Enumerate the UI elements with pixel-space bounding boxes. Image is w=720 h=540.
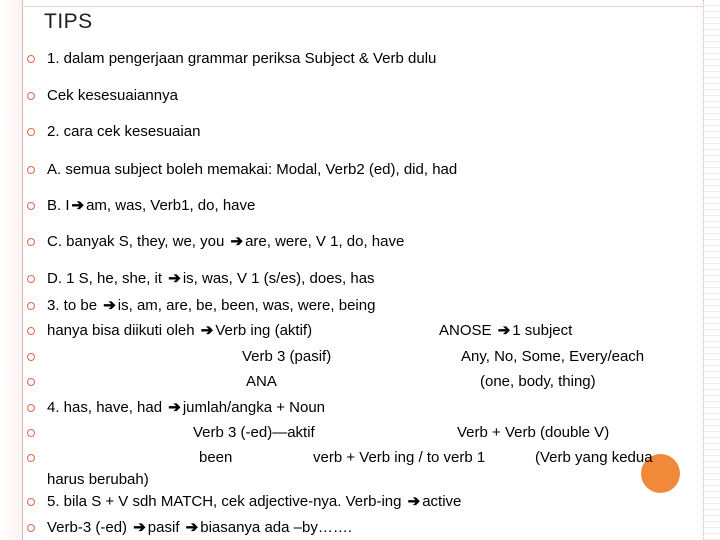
tip-line-17-by: biasanya ada –by…….	[200, 519, 352, 536]
arrow-right-icon: ➔	[103, 297, 116, 314]
anose-subject: 1 subject	[512, 322, 573, 339]
arrow-right-icon: ➔	[168, 399, 181, 416]
arrow-right-icon: ➔	[71, 197, 85, 214]
tip-line-3: 2. cara cek kesesuaian	[47, 123, 201, 140]
tip-line-12-noun: jumlah/angka + Noun	[182, 399, 326, 416]
bullet-icon	[27, 429, 35, 437]
double-verb-forms: verb + Verb ing / to verb 1	[313, 449, 486, 466]
anose-words: Any, No, Some, Every/each	[461, 348, 645, 365]
tip-line-12	[47, 398, 325, 418]
tip-line-5-verbs: am, was, Verb1, do, have	[86, 197, 256, 214]
slide-frame-left	[0, 0, 23, 540]
bullet-icon	[27, 238, 35, 246]
bullet-icon	[27, 327, 35, 335]
tip-line-9-text: hanya bisa diikuti oleh	[47, 322, 195, 339]
tip-line-16-text: 5. bila S + V sdh MATCH, cek adjective-nya. Verb-ing	[47, 493, 402, 510]
tip-line-5	[47, 196, 255, 216]
bullet-icon	[27, 202, 35, 210]
anose-suffixes: (one, body, thing)	[480, 373, 596, 390]
tip-line-17	[47, 518, 352, 538]
tip-line-8	[47, 296, 375, 316]
tip-line-4: A. semua subject boleh memakai: Modal, Verb2 (ed), did, had	[47, 161, 458, 178]
tip-line-15: harus berubah)	[47, 471, 149, 488]
tip-line-1: 1. dalam pengerjaan grammar periksa Subject & Verb dulu	[47, 50, 437, 67]
tip-line-8-tobe: 3. to be	[47, 297, 98, 314]
tip-line-17-verb3: Verb-3 (-ed)	[47, 519, 128, 536]
slide-title: TIPS	[44, 10, 93, 33]
tip-line-8-forms: is, am, are, be, been, was, were, being	[117, 297, 376, 314]
tip-line-9	[47, 321, 312, 341]
tip-line-10-verb3: Verb 3 (pasif)	[242, 348, 332, 365]
arrow-right-icon: ➔	[497, 322, 511, 339]
bullet-icon	[27, 378, 35, 386]
tip-line-5-subject: B. I	[47, 197, 70, 214]
slide-frame-right	[703, 0, 720, 540]
bullet-icon	[27, 454, 35, 462]
double-verb-note: Verb + Verb (double V)	[457, 424, 610, 441]
tip-line-2: Cek kesesuaiannya	[47, 87, 178, 104]
bullet-icon	[27, 498, 35, 506]
bullet-icon	[27, 404, 35, 412]
bullet-icon	[27, 92, 35, 100]
arrow-right-icon: ➔	[200, 322, 214, 339]
tip-line-17-pasif: pasif	[147, 519, 180, 536]
bullet-icon	[27, 302, 35, 310]
arrow-right-icon: ➔	[230, 233, 244, 250]
bullet-icon	[27, 275, 35, 283]
bullet-icon	[27, 524, 35, 532]
arrow-right-icon: ➔	[133, 519, 146, 536]
anose-note	[439, 321, 572, 341]
tip-line-7	[47, 269, 375, 289]
tip-line-16-active: active	[422, 493, 462, 510]
anose-label: ANOSE	[439, 322, 492, 339]
tip-line-16	[47, 492, 461, 512]
tip-line-6-subject: C. banyak S, they, we, you	[47, 233, 225, 250]
tip-line-12-has: 4. has, have, had	[47, 399, 163, 416]
arrow-right-icon: ➔	[185, 519, 199, 536]
tip-line-6-verbs: are, were, V 1, do, have	[245, 233, 405, 250]
bullet-icon	[27, 353, 35, 361]
bullet-icon	[27, 55, 35, 63]
tip-line-7-verbs: is, was, V 1 (s/es), does, has	[182, 270, 375, 287]
tip-line-14-been: been	[199, 449, 233, 466]
double-verb-second: (Verb yang kedua	[535, 449, 653, 466]
tip-line-7-subject: D. 1 S, he, she, it	[47, 270, 163, 287]
slide-frame-top	[22, 0, 720, 7]
tip-line-9-verb-ing: Verb ing (aktif)	[215, 322, 313, 339]
tip-line-13-aktif: Verb 3 (-ed)—aktif	[193, 424, 315, 441]
bullet-icon	[27, 166, 35, 174]
arrow-right-icon: ➔	[407, 493, 421, 510]
tip-line-6	[47, 232, 404, 252]
tip-line-11-ana: ANA	[246, 373, 277, 390]
bullet-icon	[27, 128, 35, 136]
arrow-right-icon: ➔	[168, 270, 181, 287]
